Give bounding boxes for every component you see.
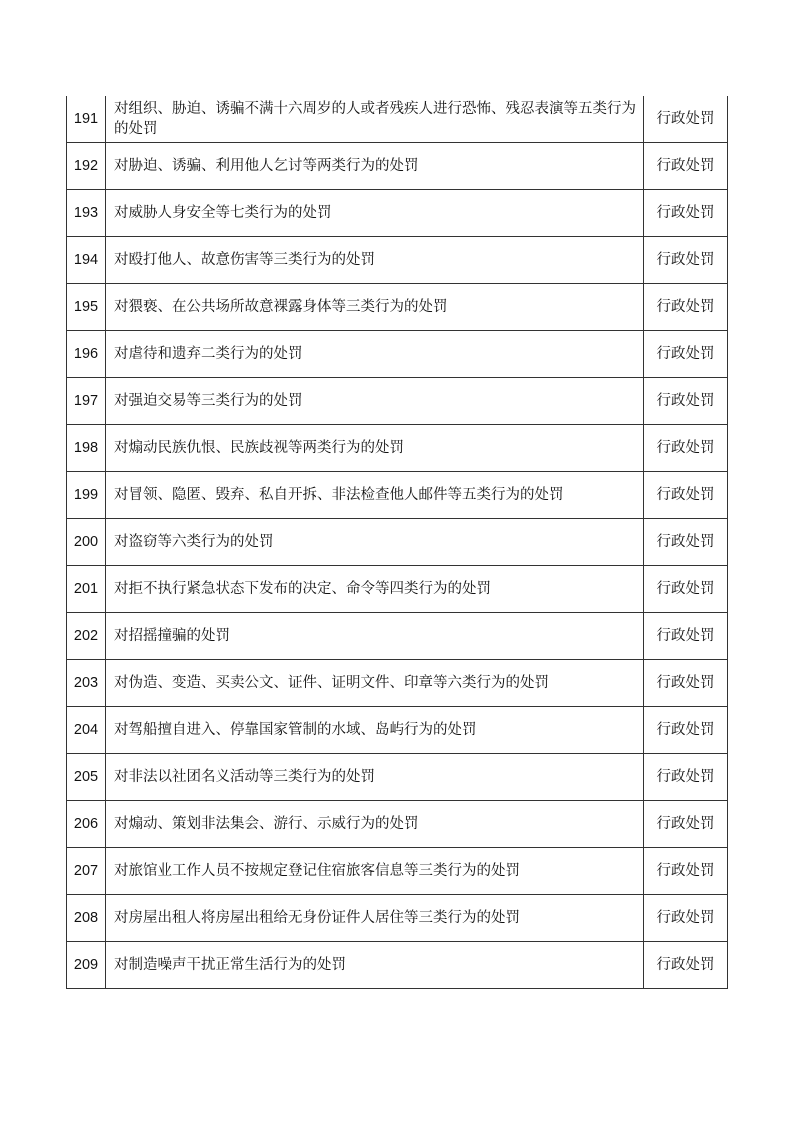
table-row bbox=[67, 895, 728, 942]
row-description: 对威胁人身安全等七类行为的处罚 bbox=[106, 190, 644, 237]
row-category: 行政处罚 bbox=[644, 707, 728, 754]
row-category: 行政处罚 bbox=[644, 566, 728, 613]
row-description: 对冒领、隐匿、毁弃、私自开拆、非法检查他人邮件等五类行为的处罚 bbox=[106, 472, 644, 519]
row-category: 行政处罚 bbox=[644, 190, 728, 237]
row-category: 行政处罚 bbox=[644, 848, 728, 895]
table-row bbox=[67, 190, 728, 237]
table-row bbox=[67, 848, 728, 895]
row-description: 对非法以社团名义活动等三类行为的处罚 bbox=[106, 754, 644, 801]
row-category: 行政处罚 bbox=[644, 801, 728, 848]
row-number: 202 bbox=[67, 613, 106, 660]
table-row bbox=[67, 284, 728, 331]
row-description: 对强迫交易等三类行为的处罚 bbox=[106, 378, 644, 425]
penalty-table-body bbox=[67, 96, 728, 989]
row-number: 191 bbox=[67, 96, 106, 143]
row-number: 193 bbox=[67, 190, 106, 237]
row-number: 208 bbox=[67, 895, 106, 942]
row-description: 对煽动、策划非法集会、游行、示威行为的处罚 bbox=[106, 801, 644, 848]
row-description: 对驾船擅自进入、停靠国家管制的水域、岛屿行为的处罚 bbox=[106, 707, 644, 754]
row-description: 对伪造、变造、买卖公文、证件、证明文件、印章等六类行为的处罚 bbox=[106, 660, 644, 707]
table-row bbox=[67, 801, 728, 848]
row-number: 196 bbox=[67, 331, 106, 378]
row-description: 对旅馆业工作人员不按规定登记住宿旅客信息等三类行为的处罚 bbox=[106, 848, 644, 895]
table-row bbox=[67, 143, 728, 190]
table-row bbox=[67, 425, 728, 472]
table-row bbox=[67, 566, 728, 613]
row-description: 对拒不执行紧急状态下发布的决定、命令等四类行为的处罚 bbox=[106, 566, 644, 613]
row-category: 行政处罚 bbox=[644, 660, 728, 707]
table-row bbox=[67, 613, 728, 660]
row-number: 194 bbox=[67, 237, 106, 284]
row-number: 195 bbox=[67, 284, 106, 331]
row-number: 192 bbox=[67, 143, 106, 190]
row-category: 行政处罚 bbox=[644, 425, 728, 472]
row-description: 对房屋出租人将房屋出租给无身份证件人居住等三类行为的处罚 bbox=[106, 895, 644, 942]
row-category: 行政处罚 bbox=[644, 284, 728, 331]
row-number: 201 bbox=[67, 566, 106, 613]
table-row bbox=[67, 660, 728, 707]
row-category: 行政处罚 bbox=[644, 613, 728, 660]
row-category: 行政处罚 bbox=[644, 754, 728, 801]
penalty-table bbox=[66, 96, 728, 989]
row-category: 行政处罚 bbox=[644, 331, 728, 378]
row-category: 行政处罚 bbox=[644, 378, 728, 425]
row-category: 行政处罚 bbox=[644, 895, 728, 942]
table-row bbox=[67, 754, 728, 801]
row-number: 200 bbox=[67, 519, 106, 566]
row-number: 206 bbox=[67, 801, 106, 848]
row-number: 203 bbox=[67, 660, 106, 707]
row-description: 对招摇撞骗的处罚 bbox=[106, 613, 644, 660]
row-number: 197 bbox=[67, 378, 106, 425]
row-description: 对虐待和遗弃二类行为的处罚 bbox=[106, 331, 644, 378]
row-description: 对组织、胁迫、诱骗不满十六周岁的人或者残疾人进行恐怖、残忍表演等五类行为的处罚 bbox=[106, 96, 644, 143]
row-category: 行政处罚 bbox=[644, 96, 728, 143]
table-row bbox=[67, 331, 728, 378]
row-description: 对殴打他人、故意伤害等三类行为的处罚 bbox=[106, 237, 644, 284]
row-category: 行政处罚 bbox=[644, 942, 728, 989]
row-number: 209 bbox=[67, 942, 106, 989]
row-description: 对煽动民族仇恨、民族歧视等两类行为的处罚 bbox=[106, 425, 644, 472]
table-row bbox=[67, 707, 728, 754]
table-row bbox=[67, 472, 728, 519]
row-category: 行政处罚 bbox=[644, 143, 728, 190]
row-number: 198 bbox=[67, 425, 106, 472]
row-category: 行政处罚 bbox=[644, 519, 728, 566]
row-description: 对猥亵、在公共场所故意裸露身体等三类行为的处罚 bbox=[106, 284, 644, 331]
row-number: 207 bbox=[67, 848, 106, 895]
row-number: 199 bbox=[67, 472, 106, 519]
row-description: 对胁迫、诱骗、利用他人乞讨等两类行为的处罚 bbox=[106, 143, 644, 190]
table-row bbox=[67, 378, 728, 425]
row-description: 对制造噪声干扰正常生活行为的处罚 bbox=[106, 942, 644, 989]
row-category: 行政处罚 bbox=[644, 472, 728, 519]
table-row bbox=[67, 237, 728, 284]
table-row bbox=[67, 519, 728, 566]
row-number: 204 bbox=[67, 707, 106, 754]
table-row bbox=[67, 96, 728, 143]
row-description: 对盗窃等六类行为的处罚 bbox=[106, 519, 644, 566]
table-row bbox=[67, 942, 728, 989]
row-number: 205 bbox=[67, 754, 106, 801]
row-category: 行政处罚 bbox=[644, 237, 728, 284]
